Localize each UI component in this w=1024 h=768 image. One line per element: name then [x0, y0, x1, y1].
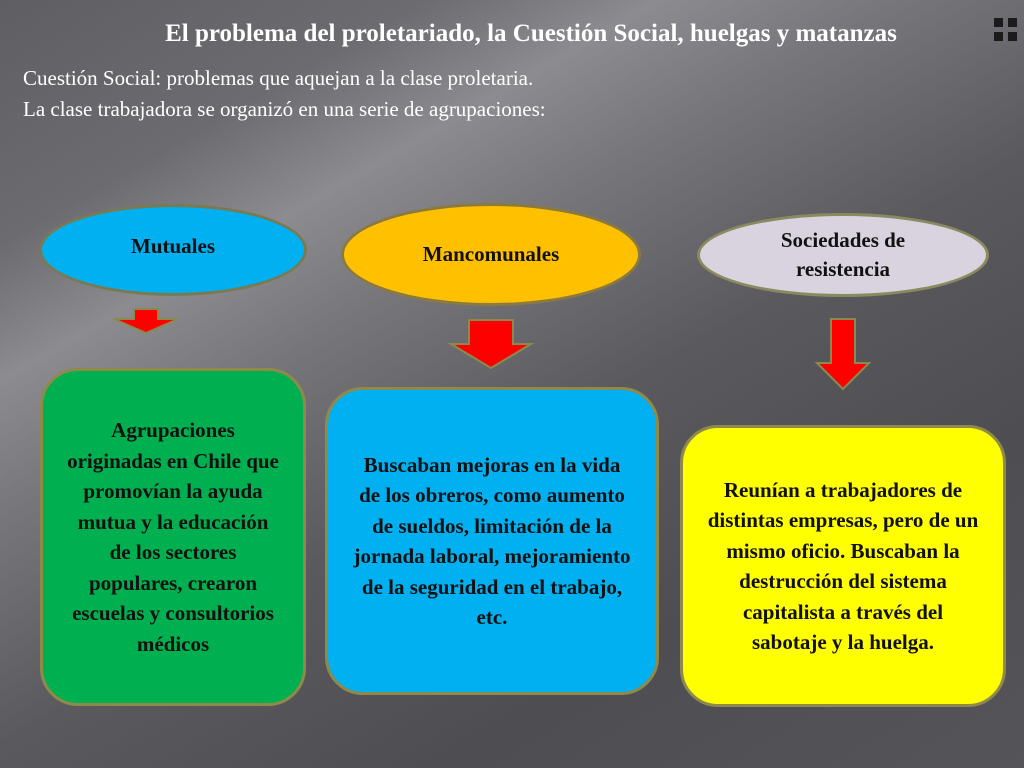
arrow-down-icon — [110, 309, 182, 335]
box-sociedades — [680, 425, 1006, 707]
oval-mancomunales — [341, 203, 641, 306]
slide-title: El problema del proletariado, la Cuestión Social, huelgas y matanzas — [165, 20, 897, 47]
oval-mancomunales-label: Mancomunales — [422, 242, 560, 266]
box-mutuales-text: Agrupaciones originadas en Chile que promovían la ayuda mutua y la educación de los sectores populares, crearon escuelas y consultorios médicos — [67, 418, 279, 656]
arrow-down-icon — [449, 320, 533, 370]
intro-line-2: La clase trabajadora se organizó en una serie de agrupaciones: — [23, 97, 546, 121]
oval-sociedades-label: Sociedades de resistencia — [780, 228, 906, 281]
box-sociedades-text: Reunían a trabajadores de distintas empresas, pero de un mismo oficio. Buscaban la destrucción del sistema capitalista a través del sabotaje y la huelga. — [707, 477, 979, 654]
intro-line-1: Cuestión Social: problemas que aquejan a la clase proletaria. — [23, 66, 534, 90]
oval-mutuales-label: Mutuales — [131, 233, 215, 258]
box-mutuales — [40, 368, 306, 706]
box-mancomunales — [325, 387, 659, 695]
oval-sociedades — [697, 213, 989, 297]
arrow-down-icon — [815, 319, 871, 391]
box-mancomunales-text: Buscaban mejoras en la vida de los obreros, como aumento de sueldos, limitación de la jornada laboral, mejoramiento de la seguridad en el trabajo, etc. — [353, 452, 631, 629]
oval-mutuales — [39, 204, 307, 296]
